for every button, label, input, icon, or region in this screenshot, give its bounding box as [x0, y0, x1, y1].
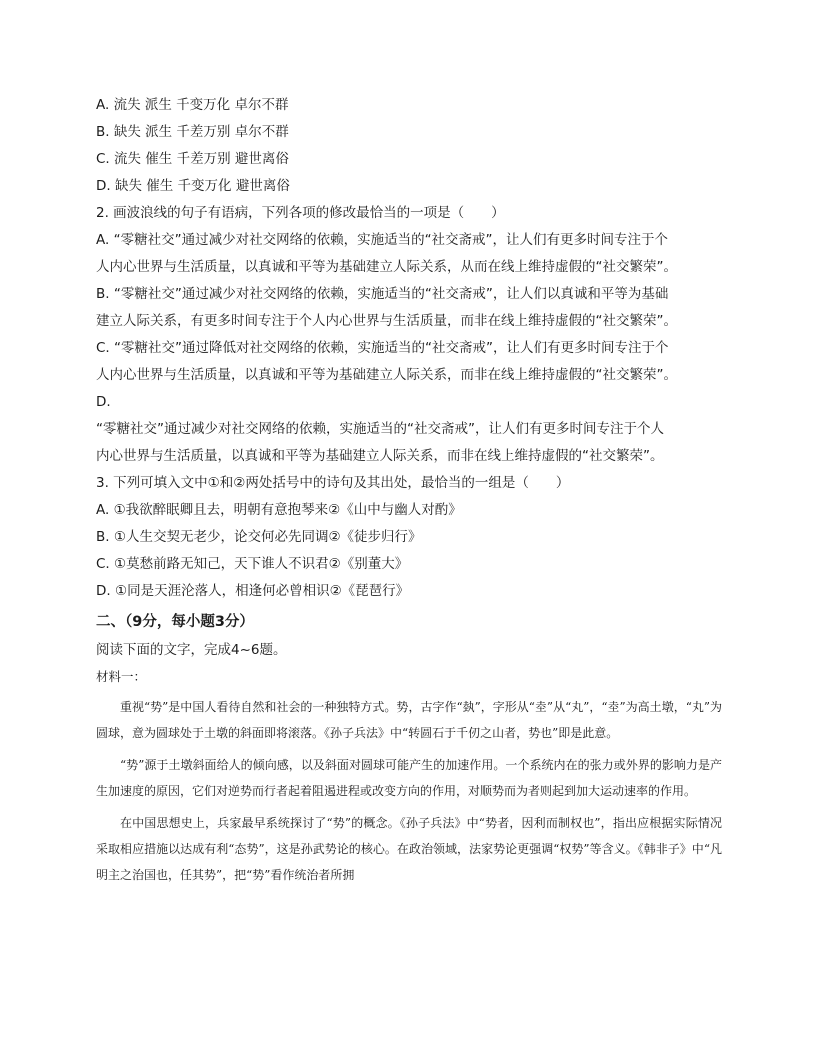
passage-paragraph: 在中国思想史上，兵家最早系统探讨了“势”的概念。《孙子兵法》中“势者，因利而制权也”，指出应根据实际情况采取相应措施以达成有利“态势”，这是孙武势论的核心。在政治领域，法家势论更强调“权势”等含义。《韩非子》中“凡明主之治国也，任其势”，把“势”看作统治者所拥: [96, 816, 722, 882]
q2-option-c-cont: 人内心世界与生活质量，以真诚和平等为基础建立人际关系，而非在线上维持虚假的“社交繁荣”。: [96, 367, 677, 383]
passage-paragraph: 重视“势”是中国人看待自然和社会的一种独特方式。势，古字作“埶”，字形从“坴”从“丸”，“坴”为高土墩，“丸”为圆球，意为圆球处于土墩的斜面即将滚落。《孙子兵法》中“转圆石于千仞之山者，势也”即是此意。: [96, 700, 722, 740]
passage-paragraph: “势”源于土墩斜面给人的倾向感，以及斜面对圆球可能产生的加速作用。一个系统内在的张力或外界的影响力是产生加速度的原因，它们对逆势而行者起着阻遏进程或改变方向的作用，对顺势而为者则起到加大运动速率的作用。: [96, 758, 722, 798]
q2-option-a[interactable]: A. “零糖社交”通过减少对社交网络的依赖，实施适当的“社交斋戒”，让人们有更多时间专注于个: [96, 232, 669, 248]
q1-option-b[interactable]: B. 缺失 派生 千差万别 卓尔不群: [96, 124, 289, 140]
q2-question: 2. 画波浪线的句子有语病，下列各项的修改最恰当的一项是（ ）: [96, 205, 505, 221]
q2-option-d-label[interactable]: D.: [96, 394, 111, 410]
material-label: 材料一：: [96, 669, 147, 684]
section-instruction: 阅读下面的文字，完成4~6题。: [96, 642, 287, 658]
q3-option-c[interactable]: C. ①莫愁前路无知己，天下谁人不识君②《别董大》: [96, 556, 409, 572]
q1-option-a[interactable]: A. 流失 派生 千变万化 卓尔不群: [96, 97, 289, 113]
q2-option-b-cont: 建立人际关系，有更多时间专注于个人内心世界与生活质量，而非在线上维持虚假的“社交繁荣”。: [96, 313, 677, 329]
q2-option-a-cont: 人内心世界与生活质量，以真诚和平等为基础建立人际关系，从而在线上维持虚假的“社交繁荣”。: [96, 259, 677, 275]
q2-option-c[interactable]: C. “零糖社交”通过降低对社交网络的依赖，实施适当的“社交斋戒”，让人们有更多时间专注于个: [96, 340, 669, 356]
document-page: [96, 92, 722, 888]
q3-option-b[interactable]: B. ①人生交契无老少，论交何必先同调②《徒步归行》: [96, 529, 422, 545]
q2-option-d[interactable]: “零糖社交”通过减少对社交网络的依赖，实施适当的“社交斋戒”，让人们有更多时间专注于个人: [96, 421, 664, 437]
section-heading: 二、（9分，每小题3分）: [96, 614, 254, 630]
q1-option-d[interactable]: D. 缺失 催生 千变万化 避世离俗: [96, 178, 290, 194]
q2-option-b[interactable]: B. “零糖社交”通过减少对社交网络的依赖，实施适当的“社交斋戒”，让人们以真诚和平等为基础: [96, 286, 669, 302]
q2-option-d-cont: 内心世界与生活质量，以真诚和平等为基础建立人际关系，而非在线上维持虚假的“社交繁荣”。: [96, 448, 664, 464]
q3-option-a[interactable]: A. ①我欲醉眠卿且去，明朝有意抱琴来②《山中与幽人对酌》: [96, 502, 462, 518]
q3-option-d[interactable]: D. ①同是天涯沦落人，相逢何必曾相识②《琵琶行》: [96, 583, 410, 599]
q3-question: 3. 下列可填入文中①和②两处括号中的诗句及其出处，最恰当的一组是（ ）: [96, 475, 570, 491]
q1-option-c[interactable]: C. 流失 催生 千差万别 避世离俗: [96, 151, 289, 167]
